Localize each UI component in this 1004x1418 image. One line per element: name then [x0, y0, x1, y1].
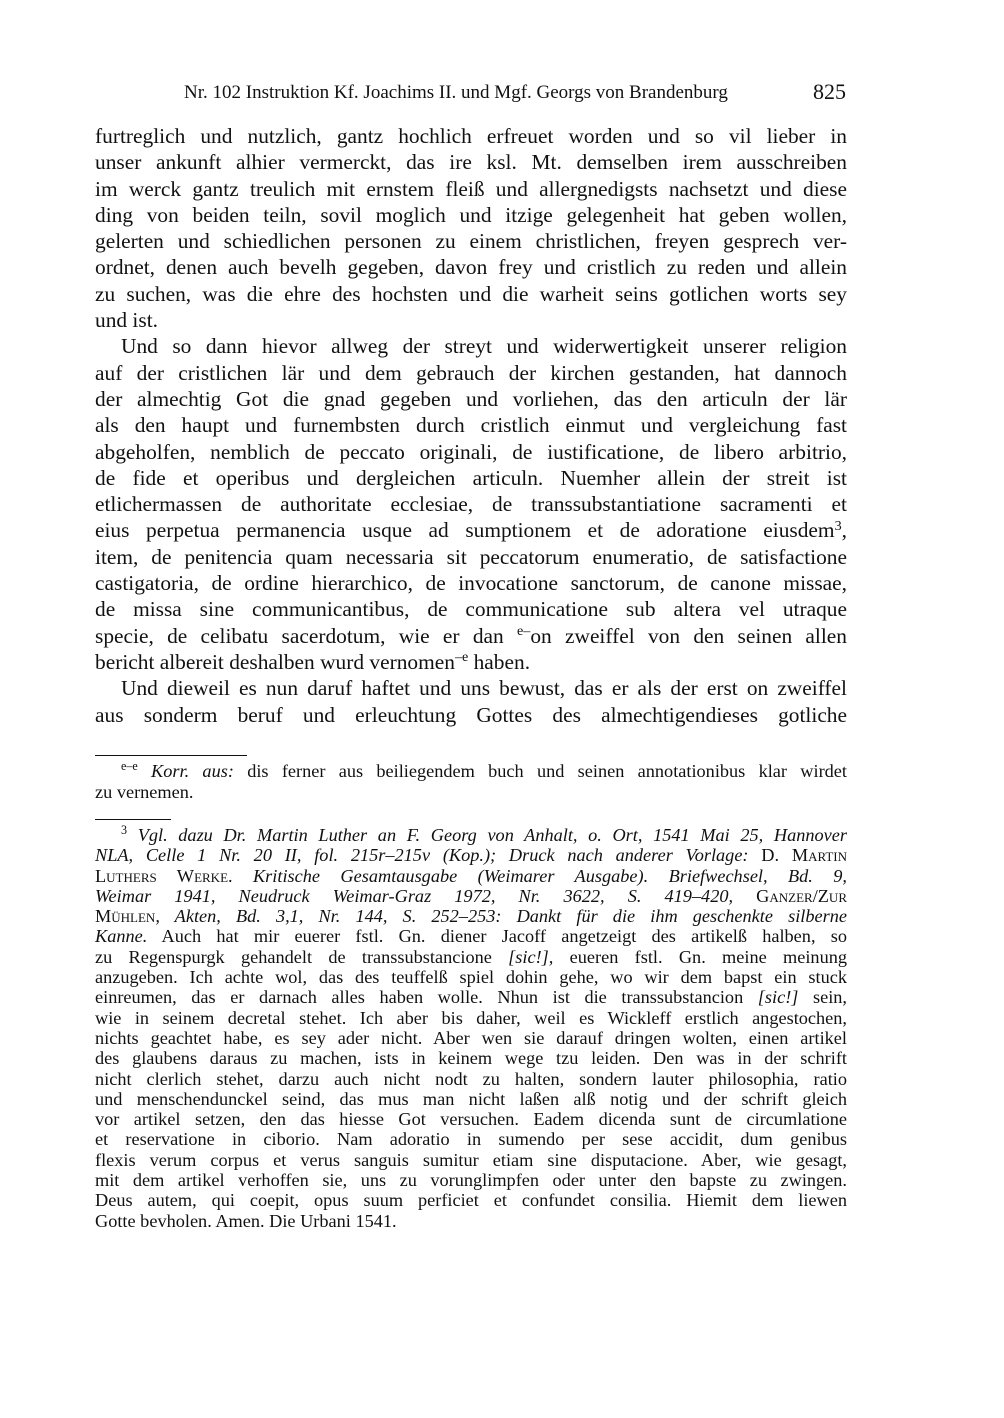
- footnote-reference-3[interactable]: 3: [834, 517, 842, 534]
- footnote-line: wie in seinem decretal stehet. Ich aber bis daher, weil es Wickleff erstlich angestochen,: [95, 1007, 847, 1028]
- text-line: der almechtig Got die gnad gegeben und vorliehen, das den articuln der lär: [95, 386, 847, 411]
- text-line: als den haupt und furnembsten durch cristlich einmut und vergleichung fast: [95, 413, 847, 438]
- footnote-line: [95, 947, 847, 967]
- footnote-line: nicht clerlich stehet, darzu auch nicht nodt zu halten, sondern lauter philosophia, ratio: [95, 1068, 847, 1089]
- text-segment: Mühlen: [95, 906, 156, 927]
- text-segment: haben.: [468, 649, 531, 674]
- footnote-line: mit dem artikel verhoffen sie, uns zu vorunglimpfen oder unter den bapste zu zwingen.: [95, 1170, 847, 1191]
- footnote-line: flexis verum corpus et verus sanguis sumitur etiam sine disputacione. Aber, wie gesagt,: [95, 1149, 847, 1170]
- text-segment: Auch hat mir euerer fstl. Gn. diener Jacoff angetzeigt des artikelß halben, so: [147, 926, 847, 947]
- footnote-line: [95, 926, 847, 946]
- footnote-line: nichts geachtet habe, es sey ader nicht. Aber wen sie darauf dringen wolten, einen artikel: [95, 1027, 847, 1048]
- critical-mark-open[interactable]: e–: [517, 622, 531, 639]
- text-line: ding von beiden teiln, sovil moglich und itzige gelegenheit hat geben wollen,: [95, 202, 847, 227]
- footnote-line: [95, 987, 847, 1007]
- text-segment: sein,: [798, 987, 847, 1008]
- text-segment: bericht albereit deshalben wurd vernomen: [95, 649, 455, 674]
- text-segment: specie, de celibatu sacerdotum, wie er dan: [95, 623, 517, 648]
- critical-apparatus-note: [95, 761, 847, 803]
- text-segment: [sic!]: [757, 987, 799, 1008]
- text-line: gelerten und schiedlichen personen zu einem christlichen, freyen gesprech ver-: [95, 229, 847, 254]
- text-line: zu suchen, was die ehre des hochsten und die warheit seins gotlichen worts sey: [95, 281, 847, 306]
- text-line: ordnet, denen auch bevelh gegeben, davon frey und cristlich zu reden und allein: [95, 255, 847, 280]
- text-segment: Kanne.: [95, 926, 148, 947]
- footnote-line: [95, 886, 847, 906]
- text-line: etlichermassen de authoritate ecclesiae, de transsubstantiatione sacramenti et: [95, 492, 847, 517]
- footnote-3: [95, 825, 847, 1231]
- footnote-line: des glaubens daraus zu machen, ists in keinem wege tzu leiden. Den was in der schrift: [95, 1048, 847, 1069]
- footnote-divider-critical: [95, 755, 247, 756]
- text-line: unser ankunft alhier vermerckt, das ire ksl. Mt. demselben irem ausschreiben: [95, 150, 847, 175]
- footnote-divider-numbered: [95, 819, 171, 820]
- text-line: im werck gantz treulich mit ernstem fleiß und allergnedigsts nachsetzt und diese: [95, 176, 847, 201]
- footnote-line: zu vernemen.: [95, 782, 194, 802]
- text-line: item, de penitencia quam necessaria sit peccatorum enumeratio, de satisfactione: [95, 544, 847, 569]
- footnote-number: 3: [121, 823, 128, 838]
- critical-note-label: Korr. aus:: [151, 761, 234, 781]
- text-segment: einreumen, das er darnach alles haben wolle. Nhun ist die transsubstancion: [95, 987, 758, 1008]
- text-line: Und so dann hievor allweg der streyt und widerwertigkeit unserer religion: [121, 334, 847, 359]
- text-line: castigatoria, de ordine hierarchico, de invocatione sanctorum, de canone missae,: [95, 571, 847, 596]
- text-segment: Luthers Werke.: [95, 865, 233, 886]
- footnote-line: vor artikel setzen, den das hiesse Got versuchen. Eadem dicenda sunt de circumlatione: [95, 1109, 847, 1130]
- footnote-line: [95, 906, 847, 926]
- footnote-line: Gotte bevholen. Amen. Die Urbani 1541.: [95, 1210, 397, 1231]
- footnote-line: [95, 845, 847, 865]
- text-line: aus sonderm beruf und erleuchtung Gottes des almechtigendieses gotliche: [95, 702, 847, 727]
- text-line: de fide et operibus und dergleichen articuln. Nuemher allein der streit ist: [95, 465, 847, 490]
- text-line: abgeholfen, nemblich de peccato originali, de iustificatione, de libero arbitrio,: [95, 439, 847, 464]
- footnote-line: et reservatione in ciborio. Nam adoratio in sumendo per sese accidit, dum genibus: [95, 1129, 847, 1150]
- text-segment: D. Martin: [748, 845, 848, 866]
- text-line: de missa sine communicantibus, de communicatione sub altera vel utraque: [95, 597, 847, 622]
- text-segment: NLA, Celle 1 Nr. 20 II, fol. 215r–215v (Kop.); Druck nach anderer Vorlage:: [95, 845, 749, 866]
- text-line: und ist.: [95, 308, 158, 333]
- text-segment: Vgl. dazu Dr. Martin Luther an F. Georg von Anhalt, o. Ort, 1541 Mai 25, Hannover: [137, 825, 847, 845]
- text-line: Und dieweil es nun daruf haftet und uns bewust, das er als der erst on zweiffel: [121, 676, 847, 701]
- text-segment: Weimar 1941, Neudruck Weimar-Graz 1972, Nr. 3622, S. 419–420,: [95, 885, 734, 906]
- text-segment: eius perpetua permanencia usque ad sumptionem et de adoratione eiusdem: [95, 518, 835, 543]
- text-line: furtreglich und nutzlich, gantz hochlich erfreuet worden und so vil lieber in: [95, 124, 847, 148]
- critical-note-marker: e–e: [121, 759, 138, 774]
- critical-mark-close[interactable]: –e: [454, 649, 469, 666]
- text-line: auf der cristlichen lär und dem gebrauch der kirchen gestanden, hat dannoch: [95, 360, 847, 385]
- text-line: [95, 623, 847, 649]
- footnote-line: Deus autem, qui coepit, opus suum perficiet et confundet consilia. Hiemit dem liewen: [95, 1190, 847, 1211]
- footnote-line: und menschendunckel seind, das mus man nicht laßen alß notig und der schrift gleich: [95, 1088, 847, 1109]
- footnote-line: [95, 866, 847, 886]
- footnote-line: [95, 761, 847, 782]
- text-line: [95, 517, 847, 543]
- text-segment: eueren fstl. Gn. meine meinung: [553, 946, 847, 967]
- text-segment: Ganzer/Zur: [733, 885, 847, 906]
- footnote-line: [95, 825, 847, 845]
- text-segment: dis ferner aus beiliegendem buch und seinen annotationibus klar wirdet: [233, 761, 847, 781]
- text-segment: , Akten, Bd. 3,1, Nr. 144, S. 252–253: Dankt für die ihm geschenkte silberne: [155, 906, 847, 927]
- running-title: Nr. 102 Instruktion Kf. Joachims II. und Mgf. Georgs von Brandenburg: [184, 82, 728, 103]
- main-text: [95, 123, 847, 728]
- text-segment: ,: [841, 518, 847, 543]
- text-segment: zu Regenspurgk gehandelt de transsubstancione: [95, 946, 509, 967]
- page-number: 825: [813, 79, 846, 104]
- text-line: [95, 649, 847, 675]
- footnote-line: anzugeben. Ich achte wol, das des teuffelß spiel dohin gehe, wo wir dem bapst ein stuck: [95, 967, 847, 988]
- text-segment: Kritische Gesamtausgabe (Weimarer Ausgabe). Briefwechsel, Bd. 9,: [232, 865, 847, 886]
- text-segment: [sic!],: [508, 946, 554, 967]
- text-segment: on zweiffel von den seinen allen: [530, 623, 847, 648]
